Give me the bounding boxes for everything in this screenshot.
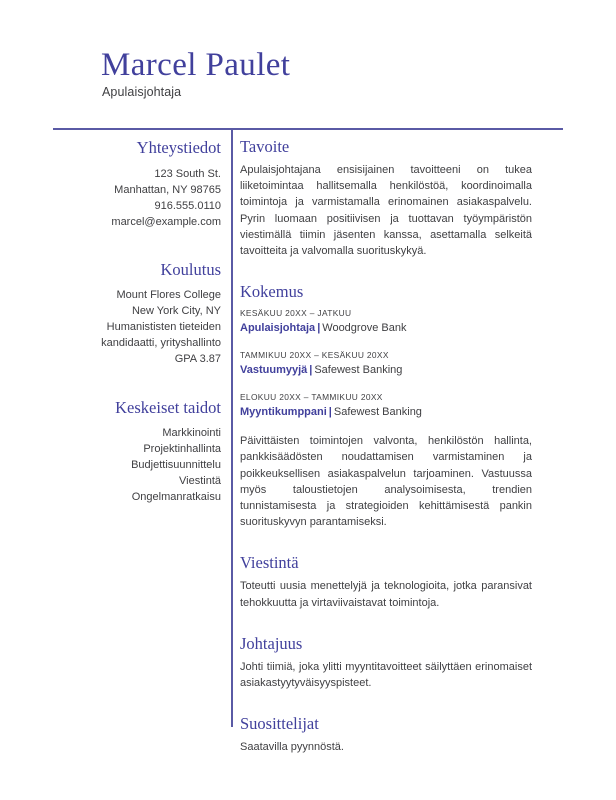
section-references	[240, 713, 532, 755]
experience-dates: ELOKUU 20XX – TAMMIKUU 20XX	[240, 392, 383, 403]
contact-address-line1: 123 South St.	[154, 168, 221, 180]
skill-item: Ongelmanratkaisu	[131, 491, 221, 503]
sidebar-section-skills	[53, 397, 221, 505]
objective-body: Apulaisjohtajana ensisijainen tavoitteeni on tukea liiketoimintaa hallitsemalla henkilöstöä, koordinoimalla toimintoja ja varmistamalla erinomainen asiakaspalvelu. Pyrin luomaan positiivisen ja tuottavan työympäristön viestimällä tiimin jäsenten kanssa, asettamalla selkeitä tavoitteita ja valvomalla suorituskykyä.	[240, 164, 532, 258]
sidebar-section-contact	[53, 137, 221, 230]
experience-separator: |	[309, 364, 313, 377]
education-degree-line1: Humanististen tieteiden	[106, 321, 221, 333]
section-communication	[240, 552, 532, 610]
experience-dates: TAMMIKUU 20XX – KESÄKUU 20XX	[240, 350, 389, 361]
experience-company: Safewest Banking	[314, 364, 403, 377]
heading-leadership: Johtajuus	[240, 633, 303, 653]
education-gpa: GPA 3.87	[174, 353, 221, 365]
experience-entry	[240, 307, 532, 336]
experience-role: Apulaisjohtaja	[240, 322, 316, 335]
sidebar-heading-contact: Yhteystiedot	[136, 138, 221, 157]
header-divider	[53, 128, 563, 130]
heading-experience: Kokemus	[240, 282, 304, 302]
leadership-body: Johti tiimiä, joka ylitti myyntitavoitteet säilyttäen erinomaiset asiakastyytyväisyyspisteet.	[240, 660, 532, 690]
experience-separator: |	[328, 406, 332, 419]
sidebar-section-education	[53, 259, 221, 367]
experience-entry	[240, 349, 532, 378]
heading-communication: Viestintä	[240, 553, 299, 573]
experience-title-line	[240, 363, 532, 378]
skill-item: Markkinointi	[162, 427, 221, 439]
heading-objective: Tavoite	[240, 137, 290, 156]
sidebar-heading-skills: Keskeiset taidot	[115, 398, 221, 417]
experience-entry	[240, 391, 532, 420]
column-divider	[231, 130, 233, 727]
experience-separator: |	[317, 322, 321, 335]
header-job-title: Apulaisjohtaja	[102, 85, 182, 99]
experience-dates: KESÄKUU 20XX – JATKUU	[240, 308, 352, 319]
education-degree-line2: kandidaatti, yrityshallinto	[101, 337, 221, 349]
experience-description: Päivittäisten toimintojen valvonta, henkilöstön hallinta, pankkisäädösten noudattamisen varmistaminen ja poikkeuksellisen asiakaspalvelun tarjoaminen. Vastuussa myös taloustietojen analysoimisesta, trendien tunnistamisesta ja strategioiden kehittämisestä pankin suorituskyvyn parantamiseksi.	[240, 435, 532, 529]
communication-body: Toteutti uusia menettelyjä ja teknologioita, jotka paransivat tehokkuutta ja virtaviivaistavat toimintoja.	[240, 580, 532, 609]
experience-role: Myyntikumppani	[240, 406, 327, 419]
sidebar	[53, 137, 221, 505]
section-objective	[240, 136, 532, 259]
contact-address-line2: Manhattan, NY 98765	[114, 184, 221, 196]
experience-title-line	[240, 405, 532, 420]
contact-email: marcel@example.com	[111, 216, 221, 228]
spacer-skills	[53, 367, 221, 397]
education-location: New York City, NY	[131, 305, 221, 317]
resume-header	[53, 46, 563, 100]
experience-company: Safewest Banking	[333, 406, 422, 419]
sidebar-heading-education: Koulutus	[160, 260, 221, 279]
experience-role: Vastuumyyjä	[240, 364, 308, 377]
experience-company: Woodgrove Bank	[322, 322, 407, 335]
skill-item: Viestintä	[179, 475, 221, 487]
skill-item: Budjettisuunnittelu	[131, 459, 221, 471]
references-body: Saatavilla pyynnöstä.	[240, 741, 344, 754]
main-content	[240, 136, 532, 777]
experience-title-line	[240, 321, 532, 336]
page-title: Marcel Paulet	[101, 47, 291, 83]
spacer-education	[53, 230, 221, 259]
education-school: Mount Flores College	[116, 289, 221, 301]
section-leadership	[240, 633, 532, 691]
contact-phone: 916.555.0110	[154, 200, 221, 212]
heading-references: Suosittelijat	[240, 714, 319, 734]
skill-item: Projektinhallinta	[143, 443, 221, 455]
section-experience	[240, 281, 532, 530]
